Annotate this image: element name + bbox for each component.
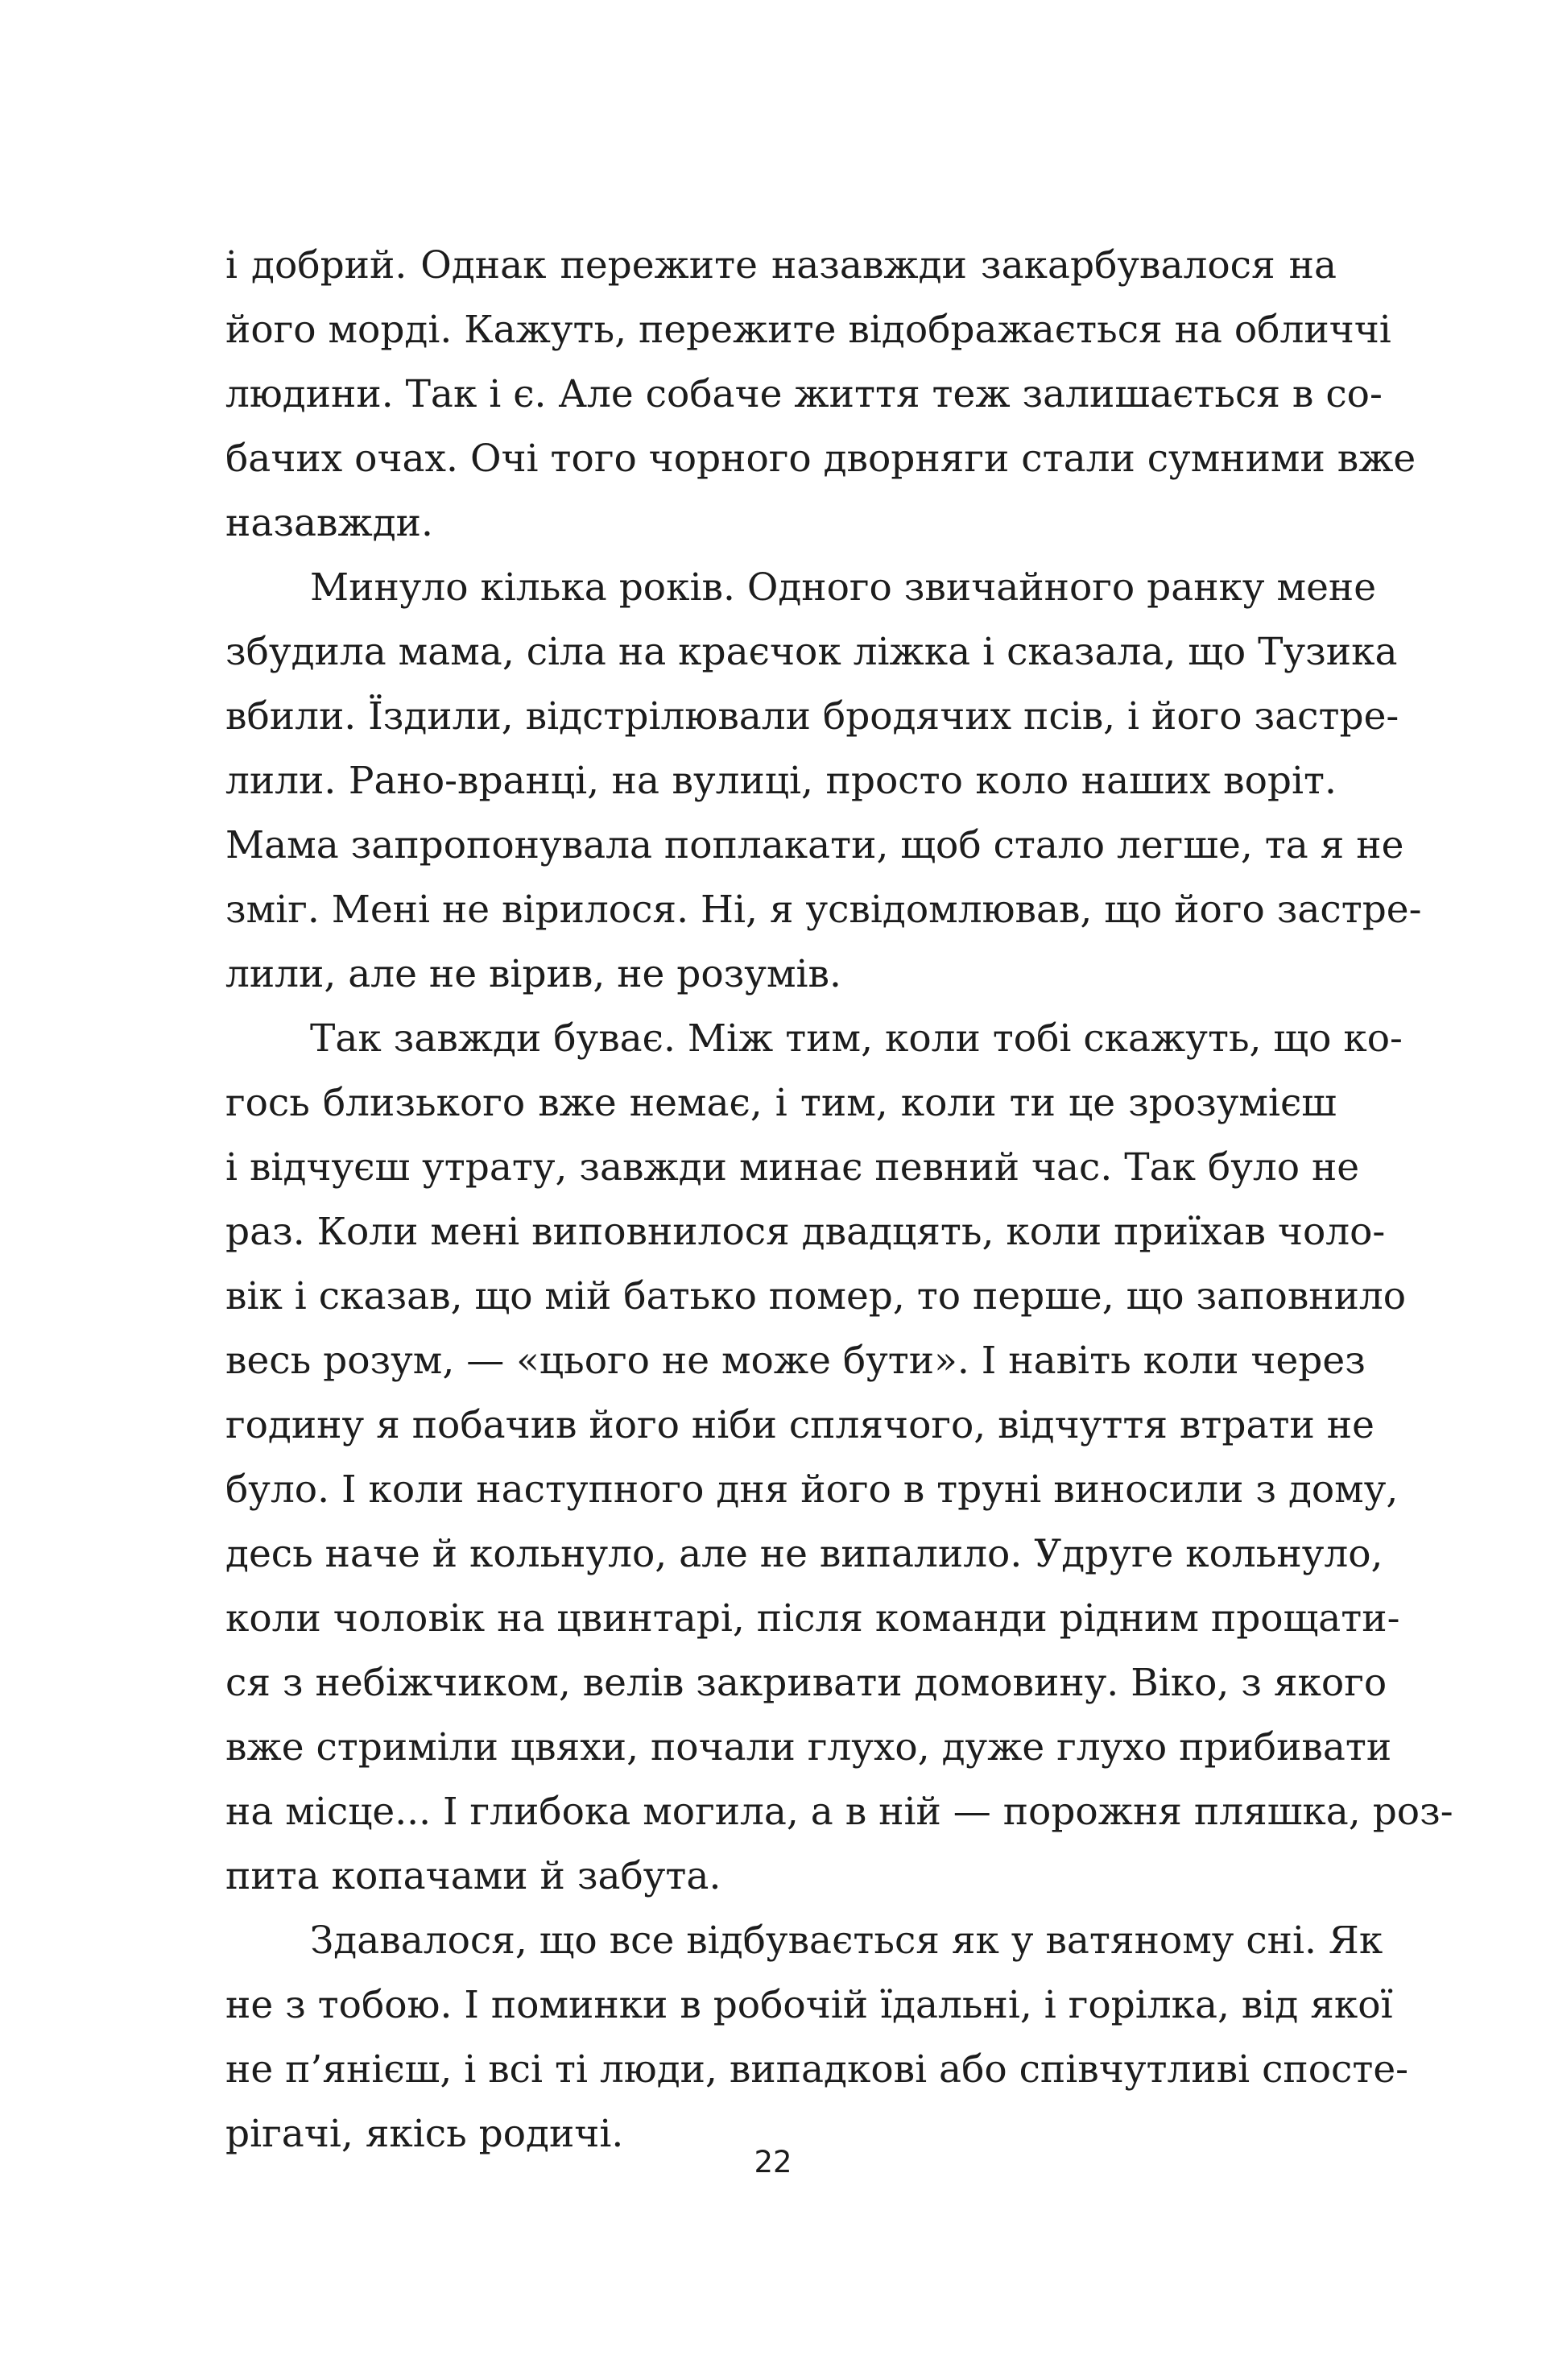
text-line: на місце... І глибока могила, а в ній — порожня пляшка, роз- xyxy=(225,1790,1453,1834)
text-line: людини. Так і є. Але собаче життя теж залишається в со- xyxy=(225,372,1383,416)
text-line: рігачі, якісь родичі. xyxy=(225,2112,624,2156)
text-line: годину я побачив його ніби сплячого, відчуття втрати не xyxy=(225,1403,1374,1447)
text-line: зміг. Мені не вірилося. Ні, я усвідомлював, що його застре- xyxy=(225,888,1422,932)
text-line: не п’янієш, і всі ті люди, випадкові або співчутливі спосте- xyxy=(225,2047,1409,2092)
text-line: коли чоловік на цвинтарі, після команди рідним прощати- xyxy=(225,1596,1400,1641)
text-line: Минуло кілька років. Одного звичайного ранку мене xyxy=(310,565,1377,610)
text-line: бачих очах. Очі того чорного дворняги стали сумними вже xyxy=(225,437,1416,481)
text-line: збудила мама, сіла на краєчок ліжка і сказала, що Тузика xyxy=(225,630,1398,674)
text-line: раз. Коли мені виповнилося двадцять, коли приїхав чоло- xyxy=(225,1210,1386,1254)
text-line: гось близького вже немає, і тим, коли ти це зрозумієш xyxy=(225,1081,1337,1125)
text-line: і відчуєш утрату, завжди минає певний час. Так було не xyxy=(225,1145,1360,1190)
text-line: Так завжди буває. Між тим, коли тобі скажуть, що ко- xyxy=(310,1016,1403,1061)
text-line: вже стриміли цвяхи, почали глухо, дуже глухо прибивати xyxy=(225,1725,1392,1769)
text-line: вік і сказав, що мій батько помер, то перше, що заповнило xyxy=(225,1274,1407,1318)
text-line: і добрий. Однак пережите назавжди закарбувалося на xyxy=(225,243,1337,288)
text-line: його морді. Кажуть, пережите відображається на обличчі xyxy=(225,308,1391,352)
text-line: пита копачами й забута. xyxy=(225,1854,721,1898)
text-line: десь наче й кольнуло, але не випалило. Удруге кольнуло, xyxy=(225,1532,1383,1576)
text-line: Здавалося, що все відбувається як у ватяному сні. Як xyxy=(310,1918,1383,1963)
text-line: вбили. Їздили, відстрілювали бродячих псів, і його застре- xyxy=(225,694,1399,739)
text-line: весь розум, — «цього не може бути». І навіть коли через xyxy=(225,1339,1366,1383)
text-line: лили, але не вірив, не розумів. xyxy=(225,952,841,996)
text-line: назавжди. xyxy=(225,501,433,545)
text-line: лили. Рано-вранці, на вулиці, просто коло наших воріт. xyxy=(225,759,1337,803)
text-line: Мама запропонувала поплакати, щоб стало легше, та я не xyxy=(225,823,1404,867)
text-line: було. І коли наступного дня його в труні виносили з дому, xyxy=(225,1467,1399,1512)
text-line: не з тобою. І поминки в робочій їдальні, і горілка, від якої xyxy=(225,1983,1393,2027)
page-number: 22 xyxy=(754,2145,792,2179)
text-line: ся з небіжчиком, велів закривати домовину. Віко, з якого xyxy=(225,1661,1387,1705)
